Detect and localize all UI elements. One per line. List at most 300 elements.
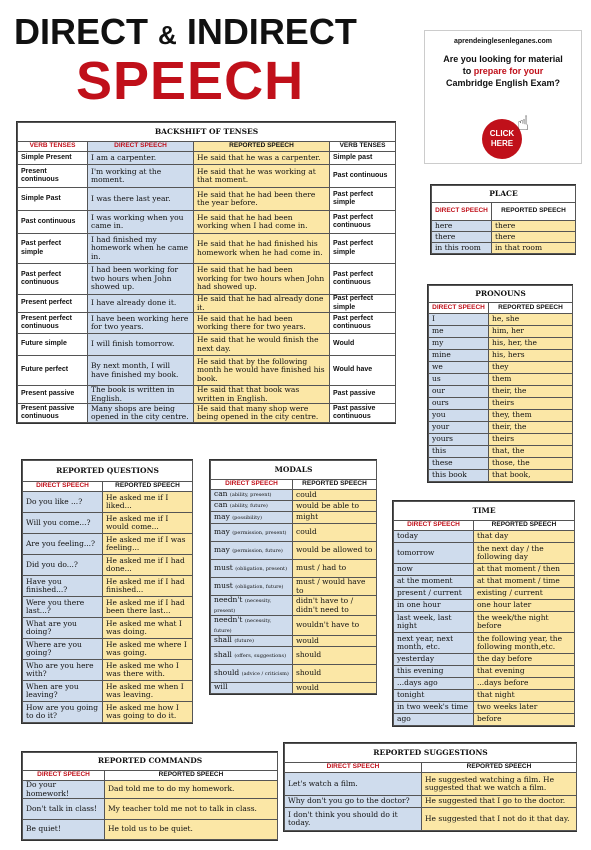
modal-cell — [211, 578, 293, 596]
table-row — [23, 781, 278, 799]
title-line1 — [14, 12, 357, 55]
col-header: DIRECT SPEECH — [211, 480, 293, 490]
table-cell: Present perfect — [18, 295, 88, 313]
table-row — [429, 386, 573, 398]
table-row — [429, 422, 573, 434]
table-row — [23, 639, 193, 660]
title-indirect: INDIRECT — [186, 11, 357, 52]
pointing-hand-icon: ☝ — [517, 111, 530, 135]
modal-cell — [211, 501, 293, 512]
table-cell: Past perfect simple — [330, 295, 396, 313]
table-row — [18, 211, 396, 234]
table-cell: must / would have to — [293, 578, 377, 596]
table-cell: Be quiet! — [23, 820, 105, 840]
table-row — [18, 188, 396, 211]
table-cell: before — [474, 714, 575, 726]
table-cell: Past perfect continuous — [330, 313, 396, 334]
modal-word: must — [214, 562, 233, 572]
modal-word: needn't — [214, 595, 243, 604]
table-row — [23, 576, 193, 597]
table-cell: him, her — [489, 326, 573, 338]
table-cell: Who are you here with? — [23, 660, 103, 681]
modal-word: can — [214, 500, 228, 510]
col-header: REPORTED SPEECH — [489, 303, 573, 314]
table-cell: He said that he was working at that moment. — [194, 165, 330, 188]
modal-word: will — [214, 682, 228, 692]
table-cell: at the moment — [394, 576, 474, 588]
table-cell: Let's watch a film. — [285, 773, 422, 796]
table-cell: He said that he had been there the year before. — [194, 188, 330, 211]
table-cell: last week, last night — [394, 612, 474, 633]
table-row — [394, 702, 575, 714]
modal-cell — [211, 490, 293, 501]
table-cell: didn't have to / didn't need to — [293, 596, 377, 616]
pronouns-table — [427, 284, 573, 483]
table-cell: Would — [330, 334, 396, 356]
table-cell: I was there last year. — [88, 188, 194, 211]
table-row — [429, 398, 573, 410]
table-cell: I — [429, 314, 489, 326]
table-row — [429, 362, 573, 374]
table-cell: Why don't you go to the doctor? — [285, 796, 422, 808]
col-header: DIRECT SPEECH — [23, 771, 105, 781]
table-row — [18, 404, 396, 423]
modal-cell — [211, 665, 293, 683]
table-row — [394, 612, 575, 633]
backshift-title: BACKSHIFT OF TENSES — [18, 123, 396, 142]
title-speech: SPEECH — [76, 51, 305, 111]
table-cell: ...days ago — [394, 678, 474, 690]
modal-cell — [211, 542, 293, 560]
table-row — [211, 560, 377, 578]
modal-note: (necessity, present) — [214, 598, 272, 614]
modal-cell — [211, 512, 293, 524]
table-cell: in this room — [432, 243, 492, 254]
table-cell: I had finished my homework when he came in. — [88, 234, 194, 264]
col-header: REPORTED SPEECH — [105, 771, 278, 781]
table-cell: He said that that book was written in English. — [194, 386, 330, 404]
table-cell: I was working when you came in. — [88, 211, 194, 234]
table-cell: He said that he had been working for two hours when John had showed up. — [194, 264, 330, 295]
table-cell: He asked me if I had done... — [103, 555, 193, 576]
modal-note: (ability, present) — [229, 492, 272, 499]
table-cell: He asked me if I liked... — [103, 492, 193, 513]
backshift-table — [16, 121, 396, 424]
table-cell: He asked me what I was doing. — [103, 618, 193, 639]
table-cell: could — [293, 524, 377, 542]
table-row — [429, 410, 573, 422]
table-cell: in one hour — [394, 600, 474, 612]
table-cell: would — [293, 636, 377, 647]
place-title: PLACE — [432, 186, 576, 203]
modals-table — [209, 459, 377, 695]
modal-word: shall — [214, 649, 232, 659]
table-cell: the following year, the following month,etc. — [474, 633, 575, 654]
title-ampersand: & — [158, 20, 177, 50]
table-row — [23, 513, 193, 534]
table-cell: tomorrow — [394, 543, 474, 564]
table-cell: at that moment / time — [474, 576, 575, 588]
table-cell: must / had to — [293, 560, 377, 578]
click-here-button[interactable]: CLICK HERE — [482, 119, 522, 159]
table-cell: I have already done it. — [88, 295, 194, 313]
table-cell: I'm working at the moment. — [88, 165, 194, 188]
table-cell: He asked me if I had been there last... — [103, 597, 193, 618]
ad-line3: Cambridge English Exam? — [445, 78, 561, 88]
table-cell: Past perfect continuous — [18, 264, 88, 295]
table-cell: would be able to — [293, 501, 377, 512]
table-cell: two weeks later — [474, 702, 575, 714]
col-header: REPORTED SPEECH — [492, 203, 576, 221]
ad-line2: to prepare for your — [462, 66, 544, 76]
modal-cell — [211, 524, 293, 542]
table-row — [18, 386, 396, 404]
table-cell: I had been working for two hours when John showed up. — [88, 264, 194, 295]
modal-word: may — [214, 544, 230, 554]
table-cell: next year, next month, etc. — [394, 633, 474, 654]
table-row — [429, 458, 573, 470]
table-row — [432, 221, 576, 232]
modal-word: may — [214, 511, 230, 521]
table-cell: Did you do...? — [23, 555, 103, 576]
col-header: REPORTED SPEECH — [293, 480, 377, 490]
table-cell: their, the — [489, 422, 573, 434]
table-row — [432, 232, 576, 243]
table-cell: could — [293, 490, 377, 501]
table-row — [18, 334, 396, 356]
modal-note: (permission, future) — [232, 547, 283, 554]
table-cell: He asked me who I was there with. — [103, 660, 193, 681]
table-cell: He asked me if I would come... — [103, 513, 193, 534]
table-cell: ours — [429, 398, 489, 410]
title-direct: DIRECT — [14, 11, 148, 52]
table-cell: in that room — [492, 243, 576, 254]
table-cell: Don't talk in class! — [23, 799, 105, 820]
table-cell: By next month, I will have finished my book. — [88, 356, 194, 386]
commands-table — [21, 751, 278, 841]
table-cell: they — [489, 362, 573, 374]
table-row — [211, 647, 377, 665]
ad-site-url: aprendeinglesenleganes.com — [453, 38, 553, 45]
table-cell: them — [489, 374, 573, 386]
modal-note: (necessity, future) — [214, 618, 272, 634]
table-cell: He asked me if I was feeling... — [103, 534, 193, 555]
table-cell: He said that he had finished his homework when he had come in. — [194, 234, 330, 264]
table-row — [23, 597, 193, 618]
table-row — [23, 660, 193, 681]
col-header: DIRECT SPEECH — [23, 482, 103, 492]
table-cell: yesterday — [394, 654, 474, 666]
table-row — [429, 446, 573, 458]
table-cell: that book, — [489, 470, 573, 482]
cambridge-ad-banner[interactable] — [424, 30, 582, 164]
table-cell: me — [429, 326, 489, 338]
table-cell: in two week's time — [394, 702, 474, 714]
modal-word: can — [214, 489, 228, 499]
col-header: DIRECT SPEECH — [394, 521, 474, 531]
table-cell: Simple Present — [18, 152, 88, 165]
table-cell: Simple past — [330, 152, 396, 165]
table-cell: Present passive continuous — [18, 404, 88, 423]
modal-cell — [211, 596, 293, 616]
table-cell: they, them — [489, 410, 573, 422]
table-row — [432, 243, 576, 254]
table-cell: He asked me how I was going to do it. — [103, 702, 193, 723]
table-cell: Future simple — [18, 334, 88, 356]
table-cell: you — [429, 410, 489, 422]
table-cell: their, the — [489, 386, 573, 398]
table-row — [394, 678, 575, 690]
table-row — [23, 618, 193, 639]
col-header: DIRECT SPEECH — [285, 763, 422, 773]
table-row — [23, 534, 193, 555]
table-cell: might — [293, 512, 377, 524]
table-cell: Present continuous — [18, 165, 88, 188]
table-cell: wouldn't have to — [293, 616, 377, 636]
table-cell: we — [429, 362, 489, 374]
modal-note: (obligation, future) — [235, 583, 284, 590]
ad-message — [429, 53, 577, 89]
table-cell: these — [429, 458, 489, 470]
table-row — [394, 531, 575, 543]
table-cell: this evening — [394, 666, 474, 678]
modal-word: must — [214, 580, 233, 590]
questions-title: REPORTED QUESTIONS — [23, 461, 193, 482]
table-row — [394, 633, 575, 654]
modal-note: (ability, future) — [229, 503, 268, 510]
table-cell: his, hers — [489, 350, 573, 362]
table-row — [394, 543, 575, 564]
table-cell: Past passive continuous — [330, 404, 396, 423]
table-row — [211, 501, 377, 512]
table-row — [211, 596, 377, 616]
col-header: VERB TENSES — [18, 142, 88, 152]
table-cell: Past perfect simple — [330, 188, 396, 211]
table-cell: Past perfect simple — [18, 234, 88, 264]
table-cell: the week/the night before — [474, 612, 575, 633]
table-cell: Were you there last...? — [23, 597, 103, 618]
table-cell: He said that he had been working when I had come in. — [194, 211, 330, 234]
table-row — [394, 588, 575, 600]
table-cell: He asked me if I had finished... — [103, 576, 193, 597]
table-cell: Where are you going? — [23, 639, 103, 660]
col-header: DIRECT SPEECH — [429, 303, 489, 314]
table-row — [394, 714, 575, 726]
table-row — [429, 374, 573, 386]
table-cell: my — [429, 338, 489, 350]
table-cell: The book is written in English. — [88, 386, 194, 404]
modal-word: should — [214, 667, 240, 677]
table-cell: Past continuous — [330, 165, 396, 188]
modals-title: MODALS — [211, 461, 377, 480]
table-row — [394, 564, 575, 576]
table-cell: Past passive — [330, 386, 396, 404]
table-cell: this — [429, 446, 489, 458]
table-cell: Are you feeling...? — [23, 534, 103, 555]
table-cell: Simple Past — [18, 188, 88, 211]
col-header: REPORTED SPEECH — [194, 142, 330, 152]
modal-word: shall — [214, 635, 232, 645]
modal-cell — [211, 683, 293, 694]
table-cell: this book — [429, 470, 489, 482]
table-cell: When are you leaving? — [23, 681, 103, 702]
table-row — [18, 356, 396, 386]
table-cell: He said that many shop were being opened in the city centre. — [194, 404, 330, 423]
col-header: DIRECT SPEECH — [88, 142, 194, 152]
table-cell: that day — [474, 531, 575, 543]
table-cell: How are you going to do it? — [23, 702, 103, 723]
modal-note: (future) — [234, 638, 254, 645]
table-row — [18, 152, 396, 165]
table-cell: Do you like ...? — [23, 492, 103, 513]
table-cell: theirs — [489, 434, 573, 446]
questions-table — [21, 459, 193, 724]
table-row — [23, 492, 193, 513]
table-cell: those, the — [489, 458, 573, 470]
table-cell: would be allowed to — [293, 542, 377, 560]
table-cell: Have you finished...? — [23, 576, 103, 597]
table-row — [429, 326, 573, 338]
col-header: DIRECT SPEECH — [432, 203, 492, 221]
table-row — [18, 234, 396, 264]
table-cell: I am a carpenter. — [88, 152, 194, 165]
table-cell: his, her, the — [489, 338, 573, 350]
table-cell: mine — [429, 350, 489, 362]
table-cell: our — [429, 386, 489, 398]
table-row — [394, 576, 575, 588]
time-title: TIME — [394, 502, 575, 521]
table-row — [18, 295, 396, 313]
table-cell: at that moment / then — [474, 564, 575, 576]
table-cell: Will you come...? — [23, 513, 103, 534]
table-row — [429, 434, 573, 446]
table-cell: Past continuous — [18, 211, 88, 234]
table-cell: Many shops are being opened in the city centre. — [88, 404, 194, 423]
table-cell: he, she — [489, 314, 573, 326]
table-cell: He asked me when I was leaving. — [103, 681, 193, 702]
modal-cell — [211, 647, 293, 665]
table-row — [23, 820, 278, 840]
table-cell: He suggested that I not do it that day. — [422, 808, 577, 831]
table-cell: now — [394, 564, 474, 576]
modal-note: (obligation, present) — [235, 565, 288, 572]
table-cell: He asked me where I was going. — [103, 639, 193, 660]
suggestions-table — [283, 742, 577, 832]
col-header: VERB TENSES — [330, 142, 396, 152]
table-row — [211, 524, 377, 542]
table-row — [429, 338, 573, 350]
modal-cell — [211, 560, 293, 578]
table-cell: your — [429, 422, 489, 434]
table-cell: ago — [394, 714, 474, 726]
table-cell: existing / current — [474, 588, 575, 600]
table-cell: that night — [474, 690, 575, 702]
table-cell: He said that he had been working there for two years. — [194, 313, 330, 334]
modal-cell — [211, 636, 293, 647]
table-row — [211, 636, 377, 647]
table-cell: there — [492, 221, 576, 232]
ad-line1: Are you looking for material — [443, 54, 563, 64]
table-row — [23, 702, 193, 723]
table-cell: here — [432, 221, 492, 232]
table-cell: Dad told me to do my homework. — [105, 781, 278, 799]
table-cell: should — [293, 647, 377, 665]
modal-note: (possibility) — [232, 514, 262, 521]
table-cell: He suggested that I go to the doctor. — [422, 796, 577, 808]
table-cell: He said that he had already done it. — [194, 295, 330, 313]
table-row — [23, 799, 278, 820]
table-row — [429, 314, 573, 326]
table-cell: He suggested watching a film. He suggested that we watch a film. — [422, 773, 577, 796]
table-cell: that evening — [474, 666, 575, 678]
modal-cell — [211, 616, 293, 636]
table-cell: Present passive — [18, 386, 88, 404]
table-cell: I have been working here for two years. — [88, 313, 194, 334]
table-cell: Future perfect — [18, 356, 88, 386]
table-row — [285, 808, 577, 831]
table-cell: What are you doing? — [23, 618, 103, 639]
table-row — [394, 666, 575, 678]
table-cell: Would have — [330, 356, 396, 386]
table-row — [394, 690, 575, 702]
table-cell: the next day / the following day — [474, 543, 575, 564]
table-row — [18, 313, 396, 334]
table-cell: Past perfect continuous — [330, 264, 396, 295]
col-header: REPORTED SPEECH — [474, 521, 575, 531]
table-cell: the day before — [474, 654, 575, 666]
modal-note: (offers, suggestions) — [234, 652, 287, 659]
suggestions-title: REPORTED SUGGESTIONS — [285, 744, 577, 763]
table-row — [429, 470, 573, 482]
table-row — [394, 600, 575, 612]
table-cell: Present perfect continuous — [18, 313, 88, 334]
table-row — [23, 681, 193, 702]
table-cell: should — [293, 665, 377, 683]
table-cell: I will finish tomorrow. — [88, 334, 194, 356]
table-cell: us — [429, 374, 489, 386]
table-cell: Past perfect continuous — [330, 211, 396, 234]
table-cell: today — [394, 531, 474, 543]
table-cell: I don't think you should do it today. — [285, 808, 422, 831]
table-row — [211, 683, 377, 694]
table-cell: tonight — [394, 690, 474, 702]
table-row — [211, 578, 377, 596]
modal-word: needn't — [214, 615, 243, 624]
table-row — [211, 490, 377, 501]
modal-word: may — [214, 526, 230, 536]
table-cell: would — [293, 683, 377, 694]
table-row — [18, 264, 396, 295]
place-table — [430, 184, 576, 255]
col-header: REPORTED SPEECH — [422, 763, 577, 773]
table-cell: He said that he was a carpenter. — [194, 152, 330, 165]
table-cell: Do your homework! — [23, 781, 105, 799]
table-cell: ...days before — [474, 678, 575, 690]
table-row — [211, 512, 377, 524]
table-cell: theirs — [489, 398, 573, 410]
table-row — [285, 796, 577, 808]
table-cell: yours — [429, 434, 489, 446]
table-row — [211, 665, 377, 683]
table-cell: He said that he would finish the next day. — [194, 334, 330, 356]
table-row — [18, 165, 396, 188]
table-cell: My teacher told me not to talk in class. — [105, 799, 278, 820]
table-row — [23, 555, 193, 576]
col-header: REPORTED SPEECH — [103, 482, 193, 492]
table-cell: He told us to be quiet. — [105, 820, 278, 840]
table-cell: that, the — [489, 446, 573, 458]
table-row — [394, 654, 575, 666]
